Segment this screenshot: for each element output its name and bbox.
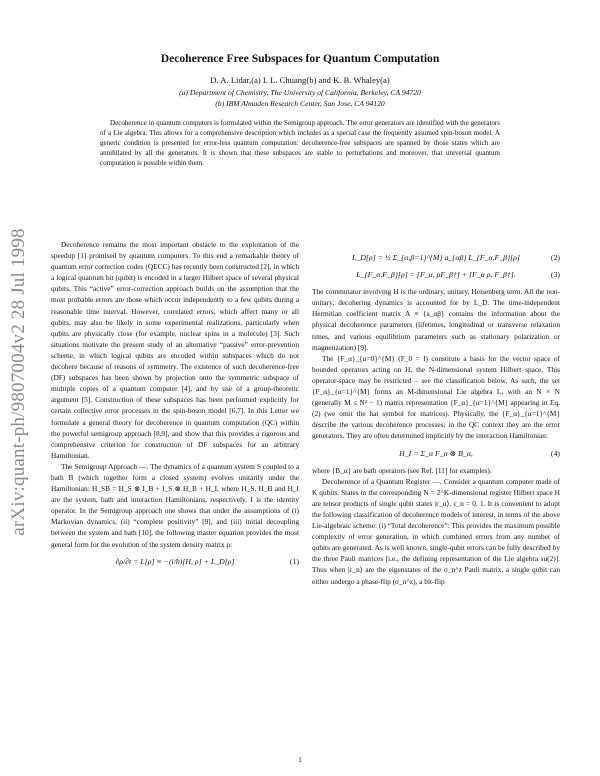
equation-1	[51, 556, 299, 567]
equation-2	[312, 252, 560, 263]
equation-3	[312, 269, 560, 280]
equation-4	[312, 448, 560, 459]
page-number: 1	[298, 755, 302, 764]
equation-2-number: (2)	[550, 253, 560, 262]
equation-2-body: L_D[ρ] = ½ Σ_{α,β=1}^{M} a_{αβ} L_{F_α,F_β}[ρ]	[352, 253, 520, 262]
equation-4-number: (4)	[550, 448, 560, 458]
author-list: D. A. Lidar,(a) I. L. Chuang(b) and K. B. Whaley(a)	[210, 75, 390, 85]
semigroup-paragraph: The Semigroup Approach —. The dynamics of a quantum system S coupled to a bath B (which together form a closed system) evolves unitarily under the Hamiltonian: H_SB = H_S ⊗ I_B + I_S ⊗ H_B + H_I, where H_S, H_B and H_I are the system, bath and interaction Hamiltonians, respectively. I is the identity operator. In the Semigroup approach one shows that under the assumptions of (i) Markovian dynamics, (ii) “complete positivity” [9], and (iii) initial decoupling between the system and bath [10], the following master equation provides the most general form for the evolution of the system density matrix ρ:	[51, 461, 299, 549]
arxiv-stamp	[8, 212, 30, 552]
affiliation-a: (a) Department of Chemistry, The University of California, Berkeley, CA 94720	[179, 88, 421, 97]
equation-4-body: H_I = Σ_α F_α ⊗ B_α,	[399, 448, 473, 458]
intro-paragraph: Decoherence remains the most important obstacle to the exploitation of the speedup [1] promised by quantum computers. To this end a remarkable theory of quantum error correction codes (QECC) has recently been constructed [2], in which a logical quantum bit (qubit) is encoded in a larger Hilbert space of several physical qubits. This “active” error-correction approach builds on the assumption that the most probable errors are those which occur independently to a few qubits during a reasonable time interval. However, correlated errors, which affect many or all qubits, may also be likely in some experimental realizations, particularly when qubits are physically close (for example, nuclear spins in a molecule) [3]. Such situations motivate the present study of an alternative “passive” error-prevention scheme, in which logical qubits are encoded within subspaces which do not decohere because of reasons of symmetry. The existence of such decoherence-free (DF) subspaces has been shown by projection onto the symmetric subspace of multiple copies of a quantum computer [4], and by use of a group-theoretic argument [5]. Construction of these subspaces has been performed explicitly for certain collective error processes in the spin-boson model [6,7]. In this Letter we formulate a general theory for decoherence in quantum computation (QC) within the powerful semigroup approach [8,9], and show that this provides a rigorous and comprehensive criterion for construction of DF subspaces for an arbitrary Hamiltonian.	[51, 240, 299, 460]
quantum-register-paragraph: Decoherence of a Quantum Register —. Consider a quantum computer made of K qubits. States in the corresponding N = 2^K-dimensional register Hilbert space H are tensor products of single qubit states |ε_n⟩, ε_n = 0, 1. It is convenient to adopt the following classification of decoherence models of interest, in terms of the above Lie-algebraic scheme: (i) “Total decoherence”: This provides the maximum possible complexity of error generation, in which combined errors from any number of qubits are generated. As is well known, single-qubit errors can be fully described by the three Pauli matrices [i.e., the defining representation of the Lie algebra su(2)]. Thus when |ε_n⟩ are the eigenstates of the σ_n^z Pauli matrix, a single qubit can either undergo a phase-flip (σ_n^z), a bit-flip	[312, 476, 560, 586]
commutator-paragraph: The commutator involving H is the ordinary, unitary, Heisenberg term. All the non-unitary, decohering dynamics is accounted for by L_D. The time-independent Hermitian coefficient matrix A ≡ {a_αβ} contains the information about the physical decoherence parameters (lifetimes, longitudinal or transverse relaxation times, and various equilibrium parameters such as stationary polarization or magnetization) [9].	[312, 287, 560, 352]
error-generators-paragraph: The {F_α}_{α=0}^{M} (F_0 = I) constitute a basis for the vector space of bounded operators acting on H, the N-dimensional system Hilbert space. This operator-space may be restricted – see the classification below. As such, the set {F_α}_{α=1}^{M} forms an M-dimensional Lie algebra L, with an N × N (generally M ≤ N² − 1) matrix representation {F_α}_{α=1}^{M} appearing in Eq. (2) (we omit the hat symbol for matrices). Physically, the {F_α}_{α=1}^{M} describe the various decoherence processes; in the QC context they are the error generators. They are often determined implicitly by the interaction Hamiltonian:	[312, 353, 560, 441]
equation-1-body: ∂ρ/∂t = L[ρ] ≡ −(i/ħ)[H, ρ] + L_D[ρ]	[115, 556, 235, 566]
right-column	[312, 246, 560, 587]
affiliation-b: (b) IBM Almaden Research Center, San Jose, CA 94120	[215, 99, 385, 108]
left-column	[51, 239, 299, 573]
equation-3-body: L_{F_α,F_β}[ρ] = [F_α, ρF_β†] + [F_α ρ, F_β†].	[356, 270, 516, 280]
abstract: Decoherence in quantum computers is formulated within the Semigroup approach. The error generators are identified with the generators of a Lie algebra. This allows for a comprehensive description which includes as a special case the frequently assumed spin-boson model. A generic condition is presented for error-less quantum computation: decoherence-free subspaces are spanned by those states which are annihilated by all the generators. It is shown that these subspaces are stable to perturbations and moreover, that universal quantum computation is possible within them.	[100, 119, 500, 168]
bath-operators-paragraph: where {B_α} are bath operators (see Ref. [11] for examples).	[312, 465, 492, 475]
equation-1-number: (1)	[289, 556, 299, 566]
arxiv-identifier: arXiv:quant-ph/9807004v2 28 Jul 1998	[8, 228, 29, 536]
paper-title: Decoherence Free Subspaces for Quantum Computation	[160, 52, 440, 65]
equation-3-number: (3)	[550, 270, 560, 280]
